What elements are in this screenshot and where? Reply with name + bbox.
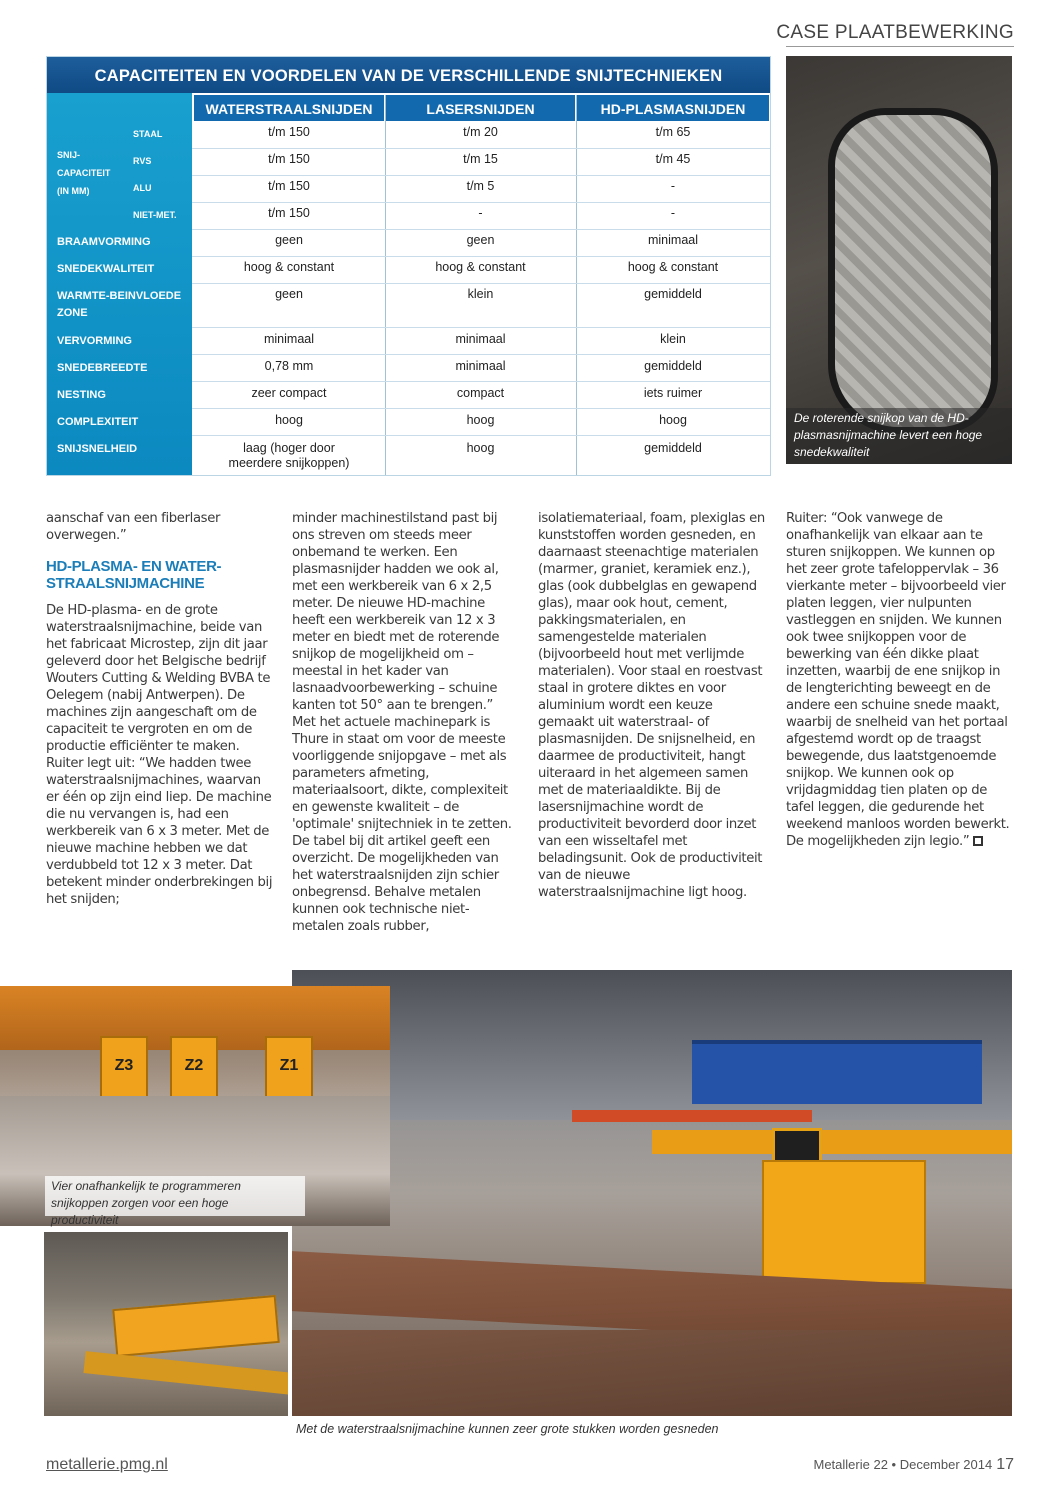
table-cell: hoog & constant [627,260,719,274]
table-cell: hoog & constant [435,260,526,274]
red-frame [572,1110,812,1122]
row-label-warmte: WARMTE-BEINVLOEDE ZONE [57,290,182,319]
article-paragraph: Ruiter: “Ook vanwege de onafhankelijk van elkaar aan te sturen snijkoppen. We kunnen op het zeer grote tafeloppervlak – 36 vierkante meter – bijvoorbeeld vier platen leggen, vier nulpunten vastleggen en snijden. We kunnen ook twee snijkoppen voor de bewerking van één dikke plaat inzetten, waarbij de ene snijkop in de lengterichting beweegt en de andere een schuine snede maakt, waarbij de snelheid van het portaal afgestemd wordt op de traagst bewegende, dus laatstgenoemde snijkop. We kunnen ook op vrijdagmiddag tien platen op de tafel leggen, die gedurende het weekend manloos worden bewerkt. De mogelijkheden zijn legio.” [786,511,1010,849]
article-column-1 [46,510,274,908]
row-label-snijsnelheid: SNIJSNELHEID [57,443,138,455]
row-label-braamvorming: BRAAMVORMING [57,236,151,248]
steel-plates [292,1330,1012,1416]
table-cell: geen [275,287,303,301]
photo-waterjet-machine-hall [292,970,1012,1416]
table-cell: hoog [659,413,687,427]
table-cell: minimaal [455,359,506,373]
article-paragraph: De HD-plasma- en de grote waterstraalsnijmachine, beide van het fabricaat Microstep, zijn dit jaar geleverd door het Belgische bedrijf Wouters Cutting & Welding BVBA te Oelegem (nabij Antwerpen). De machines zijn aangeschaft om de capaciteit te vergroten en om de productie efficiënter te maken. Ruiter legt uit: “We hadden twee waterstraalsnijmachines, waarvan er één op zijn eind liep. De machine die nu vervangen is, had een werkbereik van 6 x 3 meter. Met de nieuwe machine hebben we dat verdubbeld tot 12 x 3 meter. Dat betekent minder onderbrekingen bij het snijden; [46,603,273,907]
machine-rail [83,1351,288,1395]
table-cell: t/m 5 [466,179,495,193]
yellow-gantry [112,1295,280,1357]
row-label-group-2: CAPACITEIT [57,168,111,178]
capacity-table [46,56,771,476]
article-paragraph: isolatiemateriaal, foam, plexiglas en kunststoffen worden gesneden, en daarnaast steenachtige materialen (marmer, graniet, keramiek enz.), glas (ook dubbelglas en gewapend glas), maar ook hout, cement, pakkingsmaterialen, en samengestelde materialen (bijvoorbeeld hout met verlijmde materialen). Voor staal en roestvast staal in grotere diktes en voor aluminium wordt een keuze gemaakt uit waterstraal- of plasmasnijden. De snijsnelheid, en daarmee de productiviteit, hangt uiteraard in het algemeen samen met de materiaaldikte. Bij de lasersnijmachine wordt de productiviteit bevorderd door inzet van een wisseltafel met beladingsunit. Ook de productiviteit van de nieuwe waterstraalsnijmachine ligt hoog. [538,511,765,900]
row-label-vervorming: VERVORMING [57,335,132,347]
page-number: 17 [996,1456,1014,1473]
table-cell: hoog [466,413,495,427]
article-column-2 [292,510,520,935]
table-cell: laag (hoger door meerdere snijkoppen) [228,441,350,470]
row-label-nesting: NESTING [57,389,106,401]
table-cell: t/m 65 [655,125,691,139]
table-cell: t/m 150 [268,125,310,139]
row-label-snedekwaliteit: SNEDEKWALITEIT [57,263,155,275]
section-rule [786,46,1014,47]
footer-site-link[interactable]: metallerie.pmg.nl [46,1456,168,1473]
table-cell: klein [660,332,686,346]
row-label-snedebreedte: SNEDEBREEDTE [57,362,148,374]
row-label-group-3: (IN MM) [57,186,90,196]
article-column-3 [538,510,766,901]
cut-plate-shape [828,108,998,434]
issue-info: Metallerie 22 • December 2014 [813,1457,993,1472]
cutting-head: Z1 [265,1036,313,1098]
end-mark-icon [973,836,983,846]
table-cell: t/m 15 [463,152,498,166]
column-header-laser: LASERSNIJDEN [386,95,575,121]
article-paragraph: minder machinestilstand past bij ons streven om steeds meer onbemand te werken. Een plasmasnijder hadden we ook al, met een werkbereik van 6 x 2,5 meter. De nieuwe HD-machine heeft een werkbereik van 12 x 3 meter en biedt met de roterende snijkop de mogelijkheid om – meestal in het kader van lasnaadvoorbewerking – schuine kanten tot 50° aan te brengen.” Met het actuele machinepark is Thure in staat om voor de meeste voorliggende snijopgave – met als parameters afmeting, materiaalsoort, dikte, complexiteit en gewenste kwaliteit – de 'optimale' snijtechniek in te zetten. De tabel bij dit artikel geeft een overzicht. De mogelijkheden van het waterstraalsnijden zijn schier onbegrensd. Behalve metalen kunnen ook technische niet-metalen zoals rubber, [292,511,512,934]
table-cell: gemiddeld [644,287,702,301]
gantry-beam [652,1130,1012,1154]
table-cell: hoog & constant [243,260,335,274]
caption-top-right: De roterende snijkop van de HD-plasmasnijmachine levert een hoge snedekwaliteit [786,408,1012,464]
table-cell: geen [275,233,303,247]
yellow-cutting-head [762,1160,926,1284]
table-cell: minimaal [647,233,698,247]
table-cell: minimaal [455,332,506,346]
row-label-group-1: SNIJ- [57,150,81,160]
table-cell: t/m 45 [655,152,691,166]
caption-left: Vier onafhankelijk te programmeren snijkoppen zorgen voor een hoge productiviteit [45,1176,305,1216]
table-cell: t/m 150 [268,179,310,193]
table-cell: 0,78 mm [264,359,314,373]
table-cell: zeer compact [251,386,327,400]
table-cell: iets ruimer [643,386,703,400]
article-heading: HD-PLASMA- EN WATER-STRAALSNIJMACHINE [46,558,222,592]
row-label-niet-met: NIET-MET. [133,210,177,220]
footer-issue [814,1456,1015,1474]
table-cell: hoog [275,413,303,427]
table-cell: hoog [466,441,495,455]
caption-main: Met de waterstraalsnijmachine kunnen zeer grote stukken worden gesneden [296,1422,719,1436]
cutting-head: Z2 [170,1036,218,1098]
article-intro: aanschaf van een fiberlaser overwegen.” [46,511,221,543]
table-cell: t/m 150 [268,152,310,166]
table-cell: t/m 20 [463,125,498,139]
row-label-rvs: RVS [133,156,152,166]
table-cell: gemiddeld [644,359,702,373]
row-label-staal: STAAL [133,129,163,139]
row-label-alu: ALU [133,183,152,193]
row-label-complexiteit: COMPLEXITEIT [57,416,139,428]
table-cell: t/m 150 [268,206,310,220]
table-title: CAPACITEITEN EN VOORDELEN VAN DE VERSCHILLENDE SNIJTECHNIEKEN [47,57,770,93]
article-column-4 [786,510,1014,850]
table-cell: - [478,206,483,220]
column-header-waterstraal: WATERSTRAALSNIJDEN [194,95,384,121]
table-cell: gemiddeld [644,441,702,455]
table-cell: minimaal [263,332,314,346]
table-cell: compact [456,386,505,400]
section-label: CASE PLAATBEWERKING [776,22,1014,43]
table-cell: geen [466,233,495,247]
table-cell: klein [467,287,494,301]
column-header-plasma: HD-PLASMASNIJDEN [577,95,769,121]
table-cell: - [670,206,676,220]
photo-plasma-cut-plate [786,56,1012,464]
photo-machine-overview [44,1232,288,1416]
blue-crates [692,1040,982,1104]
table-cell: - [670,179,676,193]
cutting-head: Z3 [100,1036,148,1098]
